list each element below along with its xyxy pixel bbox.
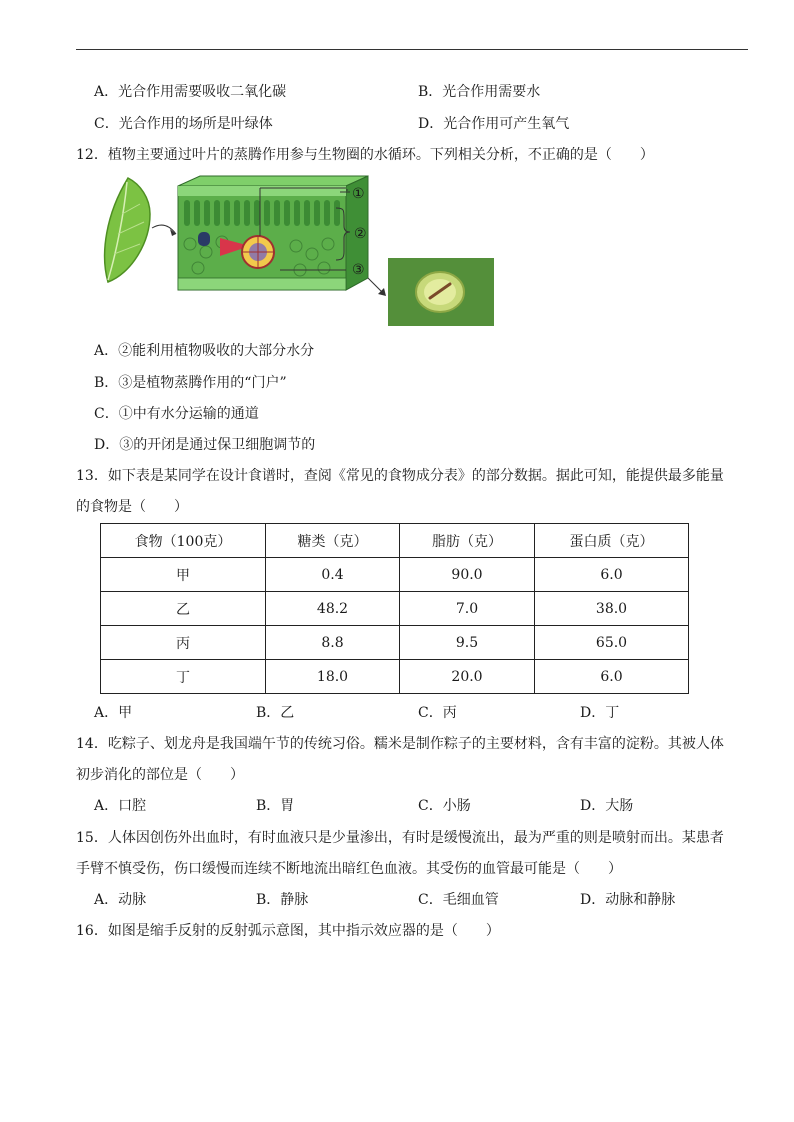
table-cell: 48.2	[266, 592, 400, 626]
q11-option-d[interactable]: D．光合作用可产生氧气	[418, 116, 570, 132]
table-row	[101, 592, 689, 626]
q16-stem: 16．如图是缩手反射的反射弧示意图，其中指示效应器的是（ ）	[76, 923, 500, 939]
q14-option-a[interactable]: A．口腔	[94, 798, 147, 814]
q13-stem-line1: 13．如下表是某同学在设计食谱时，查阅《常见的食物成分表》的部分数据。据此可知，能提供最多能量	[76, 468, 724, 484]
q12-option-a[interactable]: A．②能利用植物吸收的大部分水分	[94, 343, 315, 359]
q13-option-b[interactable]: B．乙	[256, 705, 295, 721]
q11-option-c[interactable]: C．光合作用的场所是叶绿体	[94, 116, 273, 132]
q14-stem-line1: 14．吃粽子、划龙舟是我国端午节的传统习俗。糯米是制作粽子的主要材料，含有丰富的淀粉。其被人体	[76, 736, 724, 752]
header-rule	[76, 49, 748, 50]
table-cell: 65.0	[535, 626, 689, 660]
table-cell: 0.4	[266, 558, 400, 592]
figure-label-1: ①	[352, 186, 365, 202]
q14-option-b[interactable]: B．胃	[256, 798, 295, 814]
table-cell: 9.5	[400, 626, 535, 660]
q15-option-a[interactable]: A．动脉	[94, 892, 147, 908]
table-header-cell: 脂肪（克）	[400, 524, 535, 558]
q14-option-c[interactable]: C．小肠	[418, 798, 471, 814]
table-row	[101, 660, 689, 694]
table-cell: 38.0	[535, 592, 689, 626]
q15-stem-line1: 15．人体因创伤外出血时，有时血液只是少量渗出，有时是缓慢流出，最为严重的则是喷射而出。某患者	[76, 830, 724, 846]
figure-label-3: ③	[352, 262, 365, 278]
table-header-row	[101, 524, 689, 558]
table-header-cell: 食物（100克）	[101, 524, 266, 558]
table-cell: 6.0	[535, 660, 689, 694]
table-cell: 20.0	[400, 660, 535, 694]
q11-option-b[interactable]: B．光合作用需要水	[418, 84, 541, 100]
table-cell: 乙	[101, 592, 266, 626]
q13-option-d[interactable]: D．丁	[580, 705, 620, 721]
q13-option-c[interactable]: C．丙	[418, 705, 457, 721]
q15-option-b[interactable]: B．静脉	[256, 892, 309, 908]
q11-option-a[interactable]: A．光合作用需要吸收二氧化碳	[94, 84, 287, 100]
table-cell: 18.0	[266, 660, 400, 694]
table-cell: 7.0	[400, 592, 535, 626]
table-cell: 6.0	[535, 558, 689, 592]
leaf-structure-figure	[100, 174, 500, 334]
q13-stem-line2: 的食物是（ ）	[76, 499, 188, 515]
q15-option-c[interactable]: C．毛细血管	[418, 892, 499, 908]
q15-stem-line2: 手臂不慎受伤，伤口缓慢而连续不断地流出暗红色血液。其受伤的血管最可能是（ ）	[76, 861, 622, 877]
table-cell: 90.0	[400, 558, 535, 592]
q13-option-a[interactable]: A．甲	[94, 705, 133, 721]
q14-stem-line2: 初步消化的部位是（ ）	[76, 767, 244, 783]
q12-option-b[interactable]: B．③是植物蒸腾作用的“门户”	[94, 375, 287, 391]
table-cell: 丁	[101, 660, 266, 694]
q15-option-d[interactable]: D．动脉和静脉	[580, 892, 676, 908]
table-cell: 8.8	[266, 626, 400, 660]
table-row	[101, 558, 689, 592]
table-row	[101, 626, 689, 660]
table-cell: 丙	[101, 626, 266, 660]
table-header-cell: 糖类（克）	[266, 524, 400, 558]
q12-option-d[interactable]: D．③的开闭是通过保卫细胞调节的	[94, 437, 316, 453]
food-composition-table	[100, 523, 689, 694]
q12-option-c[interactable]: C．①中有水分运输的通道	[94, 406, 259, 422]
leaf-cross-section	[178, 176, 368, 290]
q14-option-d[interactable]: D．大肠	[580, 798, 634, 814]
table-cell: 甲	[101, 558, 266, 592]
table-header-cell: 蛋白质（克）	[535, 524, 689, 558]
figure-label-2: ②	[354, 226, 367, 242]
stomata-photo	[388, 258, 494, 326]
leaf-icon	[105, 178, 150, 282]
q12-stem: 12．植物主要通过叶片的蒸腾作用参与生物圈的水循环。下列相关分析，不正确的是（ ）	[76, 147, 654, 163]
